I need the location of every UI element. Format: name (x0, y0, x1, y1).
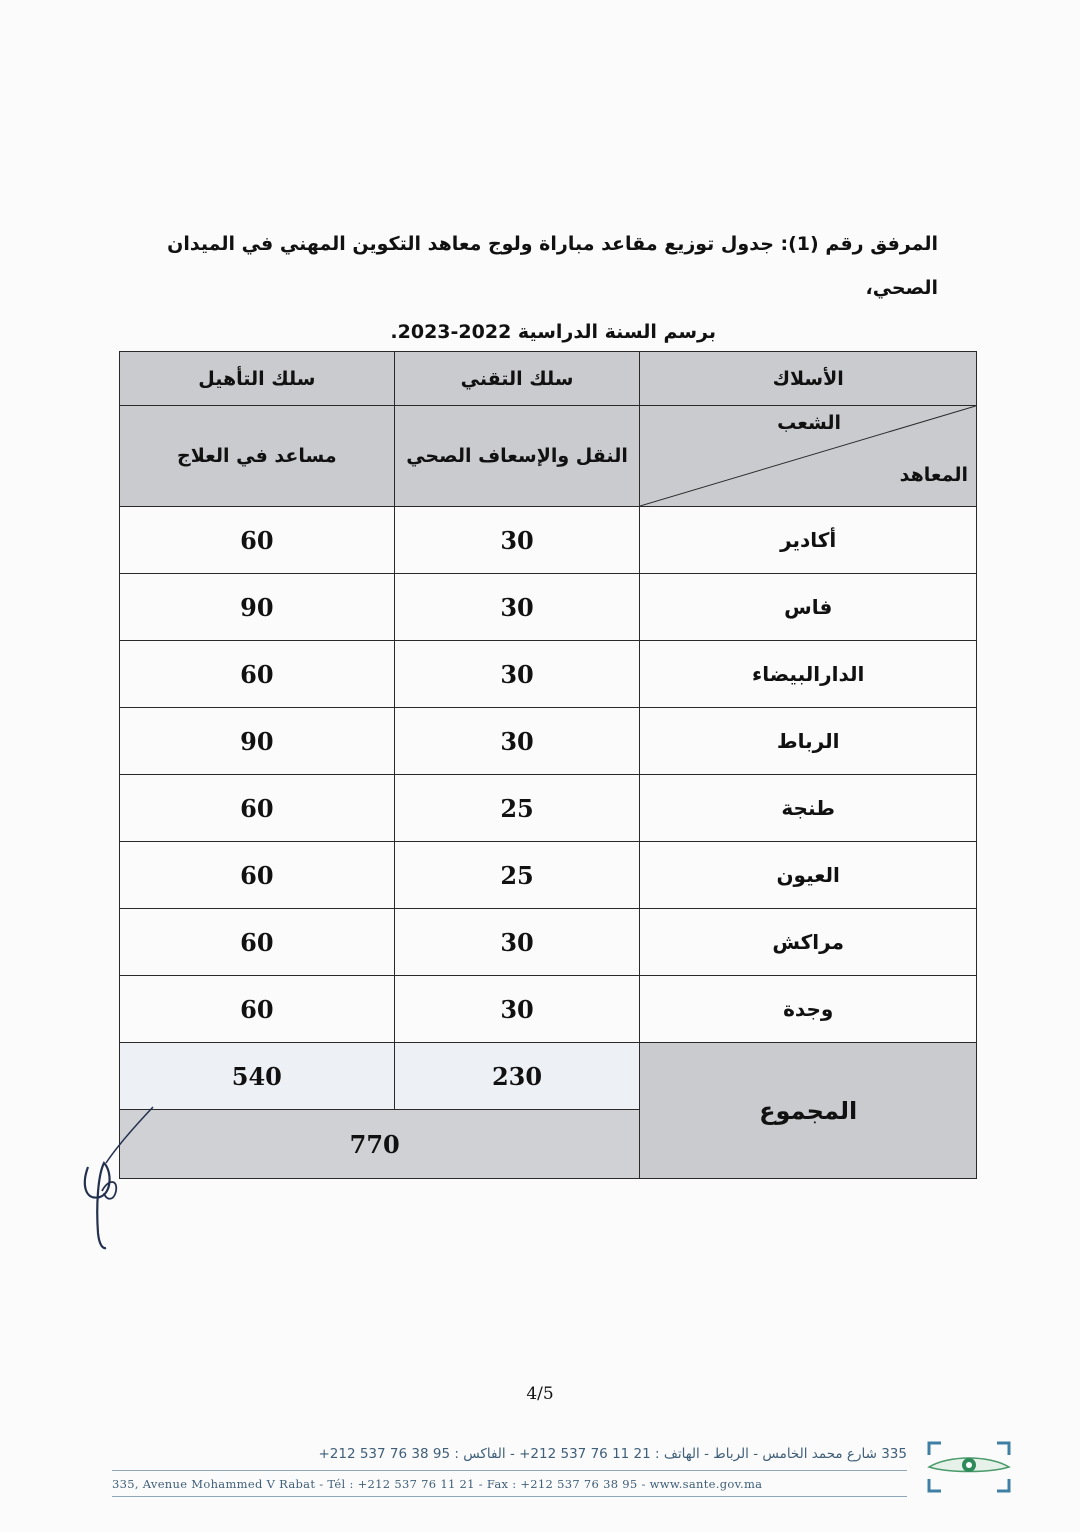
qualification-seats: 90 (120, 708, 395, 775)
corps-header-row (120, 352, 977, 406)
qualification-seats: 60 (120, 775, 395, 842)
qualification-seats: 60 (120, 507, 395, 574)
corps-qualification-header: سلك التأهيل (120, 352, 395, 406)
table-row (120, 775, 977, 842)
qualification-total: 540 (120, 1043, 395, 1110)
grand-total-value: 770 (349, 1129, 400, 1159)
branch-header-label: الشعب (777, 412, 841, 434)
table-row (120, 574, 977, 641)
handwritten-signature (78, 1105, 160, 1255)
institute-name: العيون (640, 842, 977, 909)
diagonal-header-cell (640, 406, 977, 507)
grand-total-cell (120, 1110, 640, 1179)
institute-name: فاس (640, 574, 977, 641)
footer-divider (112, 1496, 907, 1497)
corps-technician-header: سلك التقني (394, 352, 640, 406)
technician-seats: 30 (394, 507, 640, 574)
technician-seats: 25 (394, 842, 640, 909)
technician-seats: 25 (394, 775, 640, 842)
footer-address-french: 335, Avenue Mohammed V Rabat - Tél : +212 537 76 11 21 - Fax : +212 537 76 38 95 - www.sante.gov.ma (112, 1477, 763, 1491)
qualification-seats: 60 (120, 641, 395, 708)
totals-row (120, 1043, 977, 1110)
institute-name: الرباط (640, 708, 977, 775)
corps-header-cell: الأسلاك (640, 352, 977, 406)
technician-seats: 30 (394, 976, 640, 1043)
qualification-seats: 60 (120, 842, 395, 909)
table-row (120, 708, 977, 775)
institute-name: طنجة (640, 775, 977, 842)
seat-distribution-table (119, 351, 977, 1179)
table-row (120, 641, 977, 708)
ministry-logo-icon (927, 1441, 1011, 1493)
document-title (140, 222, 938, 354)
technician-total: 230 (394, 1043, 640, 1110)
table-row (120, 507, 977, 574)
footer-divider (112, 1470, 907, 1471)
technician-seats: 30 (394, 909, 640, 976)
qualification-seats: 90 (120, 574, 395, 641)
technician-seats: 30 (394, 641, 640, 708)
qualification-seats: 60 (120, 909, 395, 976)
institute-name: أكادير (640, 507, 977, 574)
qualification-seats: 60 (120, 976, 395, 1043)
technician-seats: 30 (394, 574, 640, 641)
title-line-2: برسم السنة الدراسية 2022-2023. (390, 321, 716, 343)
title-line-1: المرفق رقم (1): جدول توزيع مقاعد مباراة ولوج معاهد التكوين المهني في الميدان الصحي، (167, 233, 938, 299)
page-number: 4/5 (526, 1384, 554, 1404)
institute-name: مراكش (640, 909, 977, 976)
branch-technician-header: النقل والإسعاف الصحي (394, 406, 640, 507)
institute-name: وجدة (640, 976, 977, 1043)
technician-seats: 30 (394, 708, 640, 775)
table-row (120, 976, 977, 1043)
branch-header-row (120, 406, 977, 507)
table-row (120, 842, 977, 909)
institute-name: الدارالبيضاء (640, 641, 977, 708)
institutes-header-label: المعاهد (899, 464, 968, 486)
total-label: المجموع (640, 1043, 977, 1179)
footer-address-arabic: 335 شارع محمد الخامس - الرباط - الهاتف : 21 11 76 537 212+ - الفاكس : 95 38 76 537 212+ (318, 1446, 907, 1462)
table-row (120, 909, 977, 976)
branch-qualification-header: مساعد في العلاج (120, 406, 395, 507)
